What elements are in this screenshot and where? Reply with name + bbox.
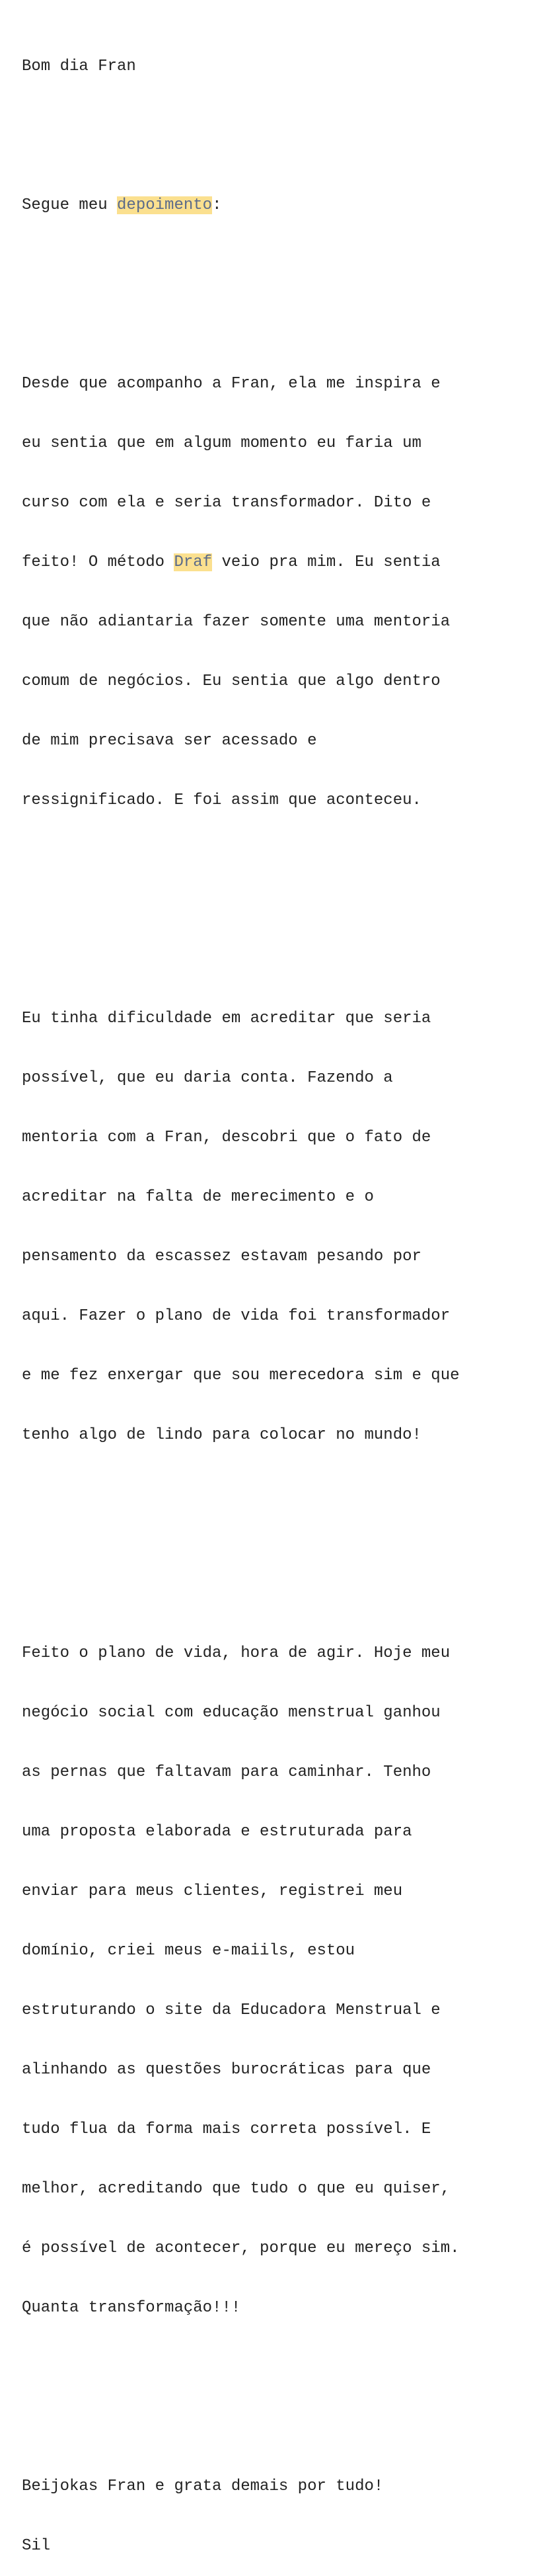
paragraph-line: eu sentia que em algum momento eu faria um	[22, 434, 421, 452]
paragraph-line: curso com ela e seria transformador. Dito e	[22, 494, 431, 512]
intro-colon: :	[212, 196, 222, 214]
paragraph-line: melhor, acreditando que tudo o que eu quiser,	[22, 2180, 451, 2198]
intro-line	[22, 196, 544, 216]
paragraph-line: acreditar na falta de merecimento e o	[22, 1188, 374, 1206]
paragraph-line: negócio social com educação menstrual ganhou	[22, 1704, 441, 1722]
spacer	[22, 2397, 544, 2417]
paragraph-line: possível, que eu daria conta. Fazendo a	[22, 1069, 393, 1087]
paragraph-line: Desde que acompanho a Fran, ela me inspira e	[22, 375, 441, 393]
paragraph-line	[22, 553, 544, 573]
paragraph-line: estruturando o site da Educadora Menstrual e	[22, 2001, 441, 2019]
paragraph-line: pensamento da escassez estavam pesando por	[22, 1248, 421, 1266]
signature: Sil	[22, 2537, 51, 2555]
line-text: feito! O método	[22, 553, 174, 571]
spacer	[22, 890, 544, 910]
paragraph-1	[22, 335, 544, 850]
paragraph-line: enviar para meus clientes, registrei meu	[22, 1882, 403, 1900]
paragraph-line: domínio, criei meus e-maiils, estou	[22, 1942, 355, 1960]
paragraph-line: mentoria com a Fran, descobri que o fato de	[22, 1129, 431, 1147]
paragraph-line: tudo flua da forma mais correta possível. E	[22, 2120, 431, 2138]
greeting-line: Bom dia Fran	[22, 58, 136, 75]
paragraph-line: aqui. Fazer o plano de vida foi transformador	[22, 1307, 451, 1325]
highlighted-word-draf: Draf	[174, 553, 213, 571]
paragraph-3	[22, 1604, 544, 2358]
highlighted-word-depoimento: depoimento	[117, 196, 213, 214]
paragraph-line: as pernas que faltavam para caminhar. Tenho	[22, 1763, 431, 1781]
spacer	[22, 1525, 544, 1545]
paragraph-line: de mim precisava ser acessado e	[22, 732, 317, 750]
paragraph-line: Quanta transformação!!!	[22, 2299, 241, 2317]
testimonial-document	[22, 17, 544, 2576]
line-text: veio pra mim. Eu sentia	[212, 553, 441, 571]
intro-text: Segue meu	[22, 196, 118, 214]
paragraph-line: alinhando as questões burocráticas para que	[22, 2061, 431, 2079]
spacer	[22, 116, 544, 136]
paragraph-line: uma proposta elaborada e estruturada para	[22, 1823, 412, 1841]
paragraph-line: é possível de acontecer, porque eu mereço sim.	[22, 2239, 460, 2257]
paragraph-line: tenho algo de lindo para colocar no mundo!	[22, 1426, 421, 1444]
paragraph-line: e me fez enxergar que sou merecedora sim e que	[22, 1367, 460, 1385]
paragraph-line: ressignificado. E foi assim que aconteceu.	[22, 791, 421, 809]
paragraph-line: comum de negócios. Eu sentia que algo dentro	[22, 672, 441, 690]
spacer	[22, 255, 544, 275]
paragraph-line: Eu tinha dificuldade em acreditar que seria	[22, 1010, 431, 1027]
paragraph-line: que não adiantaria fazer somente uma mentoria	[22, 613, 451, 631]
paragraph-line: Feito o plano de vida, hora de agir. Hoje meu	[22, 1644, 451, 1662]
paragraph-2	[22, 969, 544, 1485]
closing-line: Beijokas Fran e grata demais por tudo!	[22, 2477, 384, 2495]
